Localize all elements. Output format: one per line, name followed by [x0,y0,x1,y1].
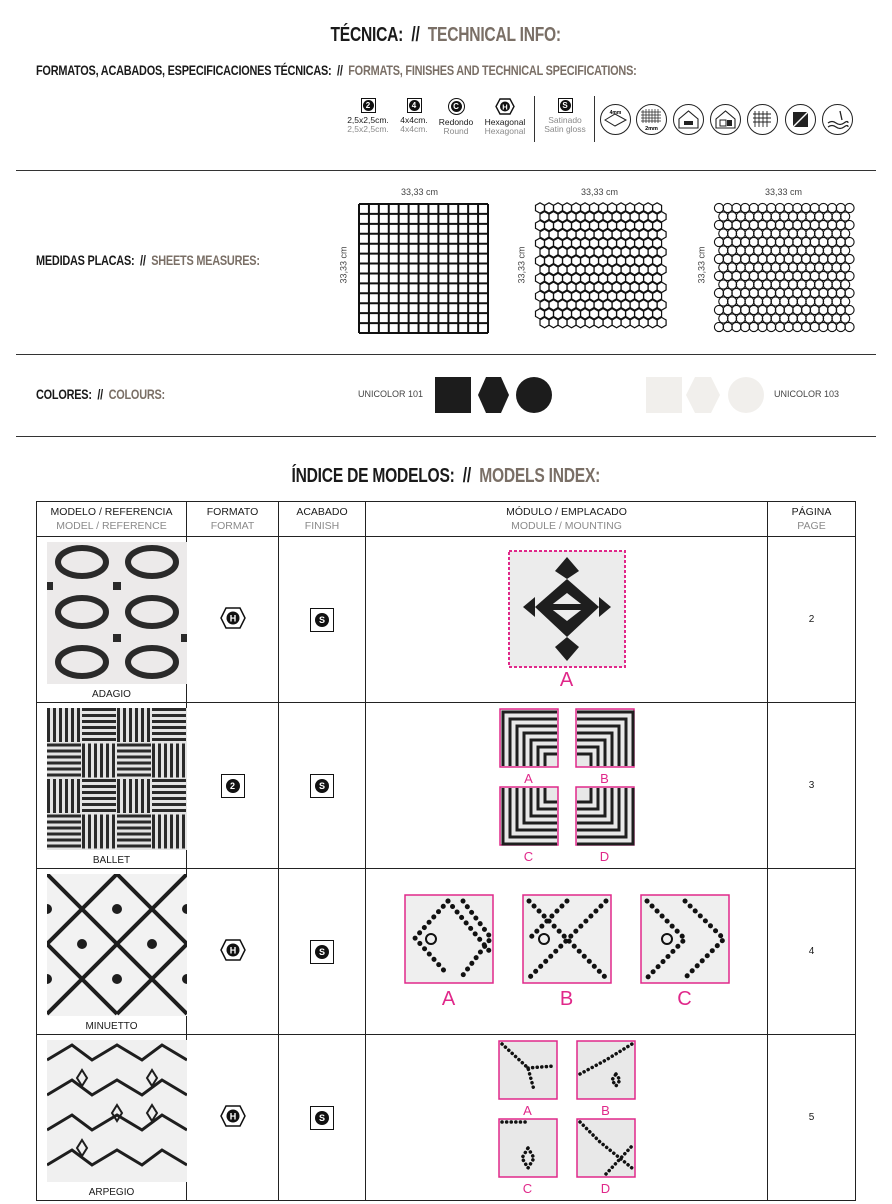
svg-text:H: H [229,613,236,624]
sub-en: FORMATS, FINISHES AND TECHNICAL SPECIFICATIONS: [348,62,637,78]
module-cell [366,1035,768,1201]
ballet-module-d: D [573,786,637,864]
model-name: BALLET [92,855,131,866]
satin-finish-icon: S [310,608,334,632]
light-colour-name: UNICOLOR 103 [774,389,840,399]
format-round-label: Redondo [438,117,474,127]
format-25-badge-icon: 2 [361,98,376,113]
light-colour-swatches [645,376,767,414]
sheets-es: MEDIDAS PLACAS: [36,252,135,268]
index-title-en: MODELS INDEX: [479,465,601,487]
sheet3-height: 33,33 cm [696,246,707,284]
index-title-es: ÍNDICE DE MODELOS: [291,465,455,487]
format-4-legend [396,98,432,134]
format-round-legend [435,98,477,136]
adagio-module-a [507,549,627,669]
format-cell [187,869,279,1035]
pool-icon [822,104,853,135]
model-name: ARPEGIO [88,1187,135,1198]
table-row [37,869,856,1035]
bathroom-icon [710,104,741,135]
colours-sep: // [97,386,103,402]
interior-icon [673,104,704,135]
arpegio-module-b: B [574,1040,638,1118]
format-hex-legend [481,98,529,136]
divider-3 [16,436,876,437]
model-name: ADAGIO [92,689,131,700]
joint-width-icon [636,104,667,135]
model-name: MINUETTO [85,1021,138,1032]
round-sheet-diagram [713,202,855,334]
technical-info-title [0,24,892,47]
svg-text:H: H [229,1111,236,1122]
format-hex-label-en: Hexagonal [484,126,526,136]
sheet1-width: 33,33 cm [401,187,439,197]
finish-cell [279,869,366,1035]
page-cell: 5 [768,1035,856,1201]
sheets-measures-label [36,252,323,268]
module-cell [366,703,768,869]
minuetto-module-c: C [639,893,731,1011]
format-round-label-en: Round [443,126,469,136]
sheet1-height: 33,33 cm [338,246,349,284]
arpegio-thumbnail [47,1040,187,1182]
table-row [37,703,856,869]
models-index-table [36,501,856,1201]
format-cell [187,1035,279,1201]
dark-colour-swatches [434,376,554,414]
col-module: MÓDULO / EMPLACADO MODULE / MOUNTING [366,502,768,537]
thickness-icon [600,104,631,135]
format-hex-label: Hexagonal [484,117,526,127]
finish-cell [279,703,366,869]
minuetto-module-b: B [521,893,613,1011]
hexagon-badge-icon [495,98,515,115]
page-cell: 4 [768,869,856,1035]
hexagon-format-icon [220,607,246,629]
sub-sep: // [337,62,343,78]
title-en: TECHNICAL INFO: [428,24,562,46]
ballet-module-c: C [497,786,561,864]
formats-subtitle [36,62,806,78]
colours-es: COLORES: [36,386,92,402]
sheets-sep: // [140,252,146,268]
square-sheet-diagram [357,202,490,335]
sheets-en: SHEETS MEASURES: [151,252,260,268]
model-cell [37,869,187,1035]
satin-finish-icon: S [310,774,334,798]
divider-2 [16,354,876,355]
model-cell [37,703,187,869]
legend-divider-2 [594,96,595,142]
hexagon-sheet-diagram [534,202,668,334]
title-sep: // [411,24,420,46]
adagio-thumbnail [47,542,187,684]
arpegio-module-a: A [496,1040,560,1118]
model-cell [37,537,187,703]
satin-label-en: Satin gloss [544,124,586,134]
module-label: A [559,669,574,691]
format-cell [187,703,279,869]
format-25-label-en: 2,5x2,5cm. [347,124,389,134]
sheet2-height: 33,33 cm [516,246,527,284]
table-row [37,537,856,703]
minuetto-thumbnail [47,874,187,1016]
ballet-module-a: A [497,708,561,786]
ballet-thumbnail [47,708,187,850]
format-25-label: 2,5x2,5cm. [347,115,389,125]
finish-cell [279,537,366,703]
col-page: PÁGINA PAGE [768,502,856,537]
module-cell [366,537,768,703]
table-row [37,1035,856,1201]
svg-text:2mm: 2mm [645,126,658,132]
colours-en: COLOURS: [108,386,165,402]
satin-label: Satinado [548,115,582,125]
arpegio-module-d: D [574,1118,638,1196]
svg-text:H: H [229,945,236,956]
svg-text:H: H [502,102,508,112]
format-cell [187,537,279,703]
hexagon-format-icon [220,1105,246,1127]
module-cell [366,869,768,1035]
satin-finish-icon: S [310,940,334,964]
wall-floor-icon [747,104,778,135]
title-es: TÉCNICA: [330,24,404,46]
format-25-legend [344,98,392,134]
arpegio-module-c: C [496,1118,560,1196]
format-4-label-en: 4x4cm. [400,124,428,134]
table-header-row [37,502,856,537]
round-badge-icon: C [448,98,465,115]
model-cell [37,1035,187,1201]
page-cell: 2 [768,537,856,703]
hexagon-format-icon [220,939,246,961]
format-25-icon: 2 [221,774,245,798]
models-index-title [0,465,892,488]
colours-label [36,386,201,402]
dark-colour-name: UNICOLOR 101 [358,389,424,399]
finish-cell [279,1035,366,1201]
satin-badge-icon: S [558,98,573,113]
format-4-badge-icon: 4 [407,98,422,113]
index-title-sep: // [462,465,472,487]
page-cell: 3 [768,703,856,869]
col-format: FORMATO FORMAT [187,502,279,537]
legend-divider [534,96,535,142]
col-finish: ACABADO FINISH [279,502,366,537]
col-model: MODELO / REFERENCIA MODEL / REFERENCE [37,502,187,537]
satin-finish-icon: S [310,1106,334,1130]
svg-text:4mm: 4mm [609,110,622,116]
finish-satin-legend [540,98,590,134]
sub-es: FORMATOS, ACABADOS, ESPECIFICACIONES TÉCNICAS: [36,62,332,78]
ballet-module-b: B [573,708,637,786]
sheet2-width: 33,33 cm [581,187,619,197]
frost-icon [785,104,816,135]
divider-1 [16,170,876,171]
minuetto-module-a: A [403,893,495,1011]
format-4-label: 4x4cm. [400,115,428,125]
sheet3-width: 33,33 cm [765,187,803,197]
